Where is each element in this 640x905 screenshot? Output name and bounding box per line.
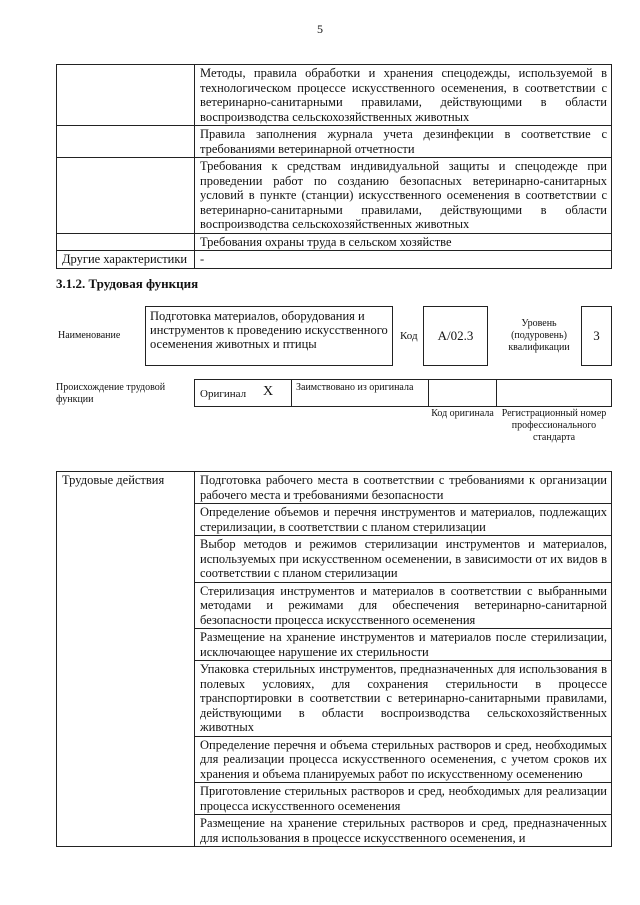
code-caption: Код оригинала xyxy=(431,408,494,419)
section-title: 3.1.2. Трудовая функция xyxy=(56,276,199,291)
row-label xyxy=(57,158,195,234)
origin-borrowed-box xyxy=(291,379,429,407)
name-value: Подготовка материалов, оборудования и инструментов к проведению искусственного осеменения животных и птицы xyxy=(145,306,393,366)
origin-borrowed-label: Заимствовано из оригинала xyxy=(296,382,414,393)
name-label: Наименование xyxy=(58,330,121,341)
labor-action-item: Определение перечня и объема стерильных растворов и сред, необходимых для реализации процесса искусственного осеменения, с учетом сроков их хранения и объема планируемых работ по искусственному осеменению xyxy=(195,736,612,783)
row-label xyxy=(57,233,195,251)
labor-action-item: Выбор методов и режимов стерилизации инструментов и материалов, используемых при искусственном осеменении, в зависимости от их видов в соответствии с планом стерилизации xyxy=(195,536,612,583)
level-label: Уровень (подуровень) квалификации xyxy=(508,318,570,353)
labor-action-item: Размещение на хранение инструментов и материалов после стерилизации, исключающее нарушение их стерильности xyxy=(195,629,612,661)
row-text: Требования охраны труда в сельском хозяйстве xyxy=(195,233,612,251)
origin-reg-box xyxy=(496,379,612,407)
other-characteristics-label: Другие характеристики xyxy=(57,251,195,269)
table-row xyxy=(57,233,612,251)
table-row xyxy=(57,472,612,504)
code-value: A/02.3 xyxy=(423,306,488,366)
labor-action-item: Подготовка рабочего места в соответствии с требованиями к организации рабочего места и требованиями безопасности xyxy=(195,472,612,504)
row-text: Правила заполнения журнала учета дезинфекции в соответствие с требованиями ветеринарной отчетности xyxy=(195,126,612,158)
code-label: Код xyxy=(400,330,418,342)
origin-label: Происхождение трудовой функции xyxy=(56,382,166,405)
origin-original-box xyxy=(194,379,292,407)
labor-actions-table xyxy=(56,471,612,847)
table-row xyxy=(57,126,612,158)
labor-action-item: Приготовление стерильных растворов и сред, необходимых для реализации процесса искусственного осеменения xyxy=(195,783,612,815)
labor-action-item: Определение объемов и перечня инструментов и материалов, подлежащих стерилизации, в соответствии с планом стерилизации xyxy=(195,504,612,536)
page-number: 5 xyxy=(317,22,323,36)
labor-action-item: Стерилизация инструментов и материалов в соответствии с выбранными методами и режимами для обеспечения ветеринарно-санитарной безопасности процесса искусственного осеменения xyxy=(195,582,612,629)
row-text: Методы, правила обработки и хранения спецодежды, используемой в технологическом процессе искусственного осеменения, в соответствии с ветеринарно-санитарными правилами, действующими в области воспроизводства сельскохозяйственных животных xyxy=(195,65,612,126)
origin-code-box xyxy=(428,379,497,407)
table-row xyxy=(57,158,612,234)
row-label xyxy=(57,126,195,158)
table-row xyxy=(57,251,612,269)
level-value: 3 xyxy=(581,306,612,366)
origin-original-mark: X xyxy=(263,384,274,399)
knowledge-table xyxy=(56,64,612,269)
row-text: Требования к средствам индивидуальной защиты и спецодежде при проведении работ по созданию безопасных ветеринарно-санитарных условий в пункте (станции) искусственного осеменения в соответствии с ветеринарно-санитарными правилами, действующими в области воспроизводства сельскохозяйственных животных xyxy=(195,158,612,234)
other-characteristics-value: - xyxy=(195,251,612,269)
labor-action-item: Размещение на хранение стерильных растворов и сред, предназначенных для использования в процессе искусственного осеменения, и xyxy=(195,815,612,847)
labor-action-item: Упаковка стерильных инструментов, предназначенных для использования в полевых условиях, для сохранения стерильности в процессе транспортировки в соответствии с ветеринарно-санитарными правилами, действующими в области воспроизводства сельскохозяйственных животных xyxy=(195,661,612,737)
origin-original-label: Оригинал xyxy=(200,388,247,400)
table-row xyxy=(57,65,612,126)
labor-actions-label: Трудовые действия xyxy=(57,472,195,847)
row-label xyxy=(57,65,195,126)
reg-caption: Регистрационный номер профессионального стандарта xyxy=(501,408,607,443)
